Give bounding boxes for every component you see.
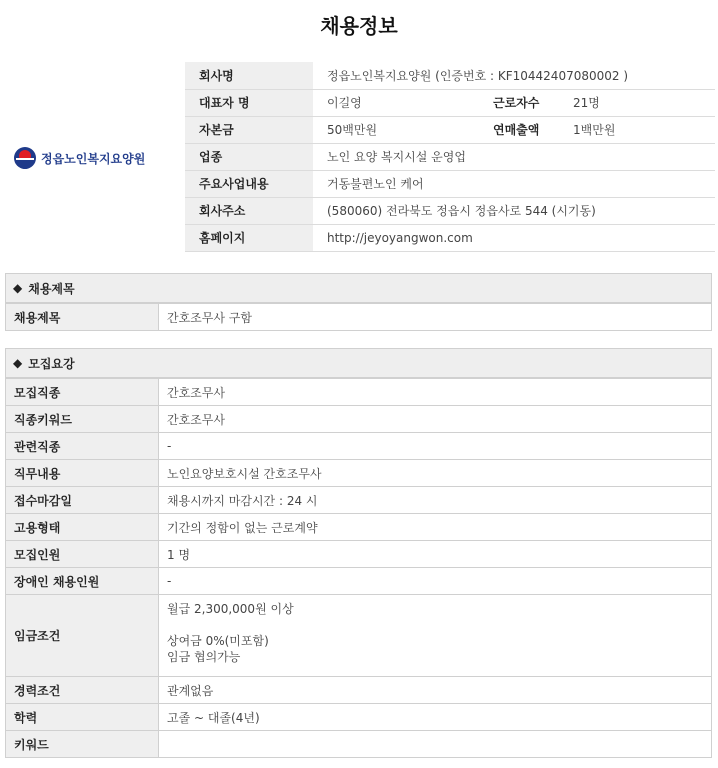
company-name-value: 정읍노인복지요양원 (인증번호 : KF10442407080002 ) bbox=[313, 62, 715, 89]
table-row bbox=[6, 379, 712, 406]
wage-value bbox=[159, 595, 712, 677]
business-value: 거동불편노인 케어 bbox=[313, 170, 715, 197]
capital-value: 50백만원 bbox=[313, 116, 481, 143]
company-name-label: 회사명 bbox=[185, 62, 313, 89]
table-row bbox=[6, 304, 712, 331]
employment-type-label: 고용형태 bbox=[6, 514, 159, 541]
occupation-keyword-value: 간호조무사 bbox=[159, 406, 712, 433]
job-title-value: 간호조무사 구함 bbox=[159, 304, 712, 331]
duties-label: 직무내용 bbox=[6, 460, 159, 487]
occupation-keyword-label: 직종키워드 bbox=[6, 406, 159, 433]
keyword-value bbox=[159, 731, 712, 758]
wage-monthly: 월급 2,300,000원 이상 bbox=[167, 602, 294, 616]
occupation-label: 모집직종 bbox=[6, 379, 159, 406]
table-row bbox=[6, 487, 712, 514]
page-title: 채용정보 bbox=[320, 14, 398, 38]
table-row bbox=[6, 731, 712, 758]
title-section bbox=[5, 273, 712, 331]
title-table bbox=[5, 303, 712, 331]
industry-value: 노인 요양 복지시설 운영업 bbox=[313, 143, 715, 170]
homepage-link[interactable]: http://jeyoyangwon.com bbox=[313, 224, 715, 251]
company-logo-icon bbox=[14, 147, 36, 169]
job-title-label: 채용제목 bbox=[6, 304, 159, 331]
headcount-value: 1 명 bbox=[159, 541, 712, 568]
table-row bbox=[6, 460, 712, 487]
industry-label: 업종 bbox=[185, 143, 313, 170]
homepage-label: 홈페이지 bbox=[185, 224, 313, 251]
wage-bonus: 상여금 0%(미포함) bbox=[167, 634, 269, 648]
occupation-value: 간호조무사 bbox=[159, 379, 712, 406]
diamond-bullet-icon: ◆ bbox=[13, 356, 23, 370]
diamond-bullet-icon: ◆ bbox=[13, 281, 23, 295]
related-occupation-value: - bbox=[159, 433, 712, 460]
related-occupation-label: 관련직종 bbox=[6, 433, 159, 460]
headcount-label: 모집인원 bbox=[6, 541, 159, 568]
table-row bbox=[6, 595, 712, 677]
disabled-headcount-label: 장애인 채용인원 bbox=[6, 568, 159, 595]
deadline-label: 접수마감일 bbox=[6, 487, 159, 514]
table-row bbox=[6, 433, 712, 460]
company-info-table bbox=[185, 62, 715, 252]
experience-label: 경력조건 bbox=[6, 677, 159, 704]
wage-label: 임금조건 bbox=[6, 595, 159, 677]
revenue-value: 1백만원 bbox=[559, 116, 715, 143]
revenue-label: 연매출액 bbox=[481, 116, 559, 143]
ceo-row bbox=[185, 89, 715, 116]
deadline-value: 채용시까지 마감시간 : 24 시 bbox=[159, 487, 712, 514]
recruit-table bbox=[5, 378, 712, 758]
ceo-value: 이길영 bbox=[313, 89, 481, 116]
wage-negotiable: 임금 협의가능 bbox=[167, 650, 241, 664]
address-label: 회사주소 bbox=[185, 197, 313, 224]
keyword-label: 키워드 bbox=[6, 731, 159, 758]
table-row bbox=[6, 704, 712, 731]
address-value: (580060) 전라북도 정읍시 정읍사로 544 (시기동) bbox=[313, 197, 715, 224]
capital-label: 자본금 bbox=[185, 116, 313, 143]
wage-spacer bbox=[167, 617, 703, 633]
business-row bbox=[185, 170, 715, 197]
ceo-label: 대표자 명 bbox=[185, 89, 313, 116]
table-row bbox=[6, 541, 712, 568]
experience-value: 관계없음 bbox=[159, 677, 712, 704]
table-row bbox=[6, 677, 712, 704]
education-label: 학력 bbox=[6, 704, 159, 731]
title-section-header bbox=[5, 273, 712, 303]
address-row bbox=[185, 197, 715, 224]
capital-row bbox=[185, 116, 715, 143]
homepage-row bbox=[185, 224, 715, 251]
table-row bbox=[6, 406, 712, 433]
industry-row bbox=[185, 143, 715, 170]
disabled-headcount-value: - bbox=[159, 568, 712, 595]
company-info bbox=[0, 62, 718, 255]
company-name-row bbox=[185, 62, 715, 89]
recruit-section-header bbox=[5, 348, 712, 378]
table-row bbox=[6, 568, 712, 595]
employees-value: 21명 bbox=[559, 89, 715, 116]
business-label: 주요사업내용 bbox=[185, 170, 313, 197]
company-logo-text: 정읍노인복지요양원 bbox=[41, 151, 146, 166]
duties-value: 노인요양보호시설 간호조무사 bbox=[159, 460, 712, 487]
title-section-header-text: 채용제목 bbox=[28, 281, 75, 296]
recruit-section bbox=[5, 348, 712, 758]
employees-label: 근로자수 bbox=[481, 89, 559, 116]
table-row bbox=[6, 514, 712, 541]
recruit-section-header-text: 모집요강 bbox=[28, 356, 75, 371]
employment-type-value: 기간의 정함이 없는 근로계약 bbox=[159, 514, 712, 541]
education-value: 고졸 ~ 대졸(4년) bbox=[159, 704, 712, 731]
company-logo bbox=[14, 146, 164, 170]
